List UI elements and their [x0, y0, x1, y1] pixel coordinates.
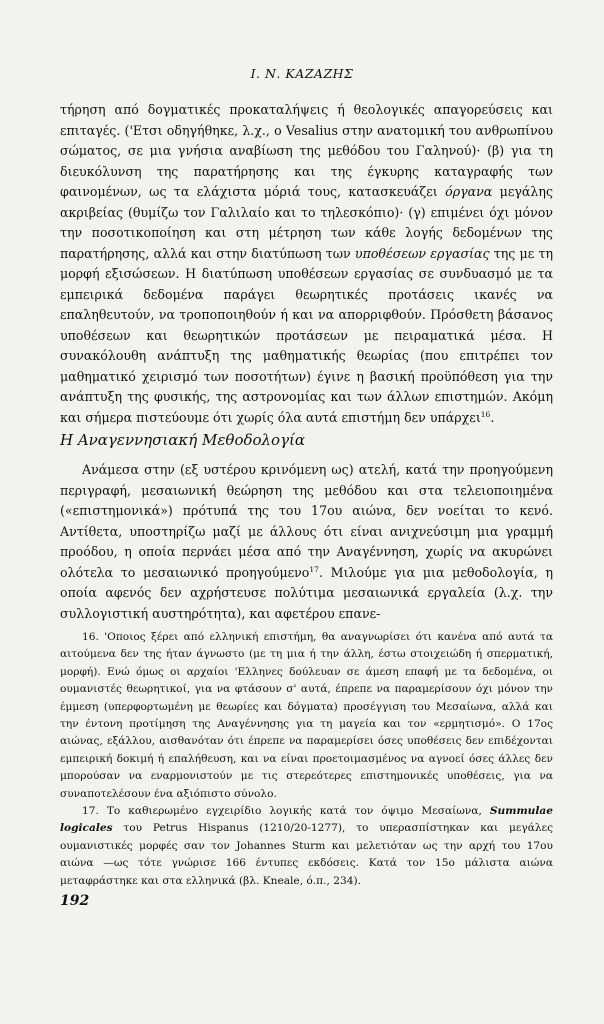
footnote-16: 16. 'Οποιος ξέρει από ελληνική επιστήμη, θα αναγνωρίσει ότι κανένα από αυτά τα αιτούμενα δεν της ήταν άγνωστο (με τη μια ή την άλλη, έστω στοιχειώδη ή σπερματική, μορφή). Ενώ όμως οι αρχαίοι 'Ελληνες δούλευαν σε άμεση επαφή με τα δεδομένα, οι ουμανιστές θεωρητικοί, για να φτάσουν σ' αυτά, έπρεπε να παραμερίσουν όχι μόνον την έμμεση (υπερφορτωμένη με θεωρίες και δόγματα) προσέγγιση του Μεσαίωνα, αλλά και την έντονη προτίμηση της Αναγέννησης για τη μαγεία και τον «ερμητισμό». Ο 17ος αιώνας, εξάλλου, αισθανόταν ότι έπρεπε να παραμερίσει όσες υποθέσεις δεν επιδέχονται εμπειρική δοκιμή ή επαλήθευση, και να είναι προετοιμασμένος να αγνοεί όσες άλλες δεν μπορούσαν να εναρμονιστούν με τις στερεότερες επιστημονικές υποθέσεις, για να συναποτελέσουν ένα αξιόπιστο σύνολο.	[60, 631, 553, 800]
footnotes	[60, 629, 553, 890]
section-heading: Η Αναγεννησιακή Μεθοδολογία	[60, 431, 306, 449]
emphasis-organa: όργανα	[445, 184, 493, 199]
text-run: .	[490, 409, 495, 425]
text-run: τήρηση από δογματικές προκαταλήψεις ή θεολογικές απαγορεύσεις και επιταγές. ('Ετσι οδηγήθηκε, λ.χ., ο Vesalius στην ανατομική του ανθρωπίνου σώματος, σε μια γνήσια αναβίωση της μεθόδου του Γαληνού)· (β) για τη διευκόλυνση της παρατήρησης και της έγκυρης καταγραφής των φαινομένων, ως τα ελάχιστα μόριά τους, κατασκευάζει	[60, 102, 553, 199]
text-run: 17. Το καθιερωμένο εγχειρίδιο λογικής κατά τον όψιμο Μεσαίωνα,	[82, 805, 490, 818]
text-run: μεγάλης ακριβείας (θυμίζω τον Γαλιλαίο και το τηλεσκόπιο)· (γ) επιμένει όχι μόνον την ποσοτικοποίηση και στη μέτρηση των κάθε λογής δεδομένων της παρατήρησης, αλλά και στην διατύπωση των	[60, 184, 554, 261]
emphasis-hypotheses: υποθέσεων εργασίας	[354, 245, 490, 261]
footnote-ref-17[interactable]: 17	[309, 564, 319, 574]
body-paragraph	[60, 100, 553, 428]
text-run: Ανάμεσα στην (εξ υστέρου κρινόμενη ως) ατελή, κατά την προηγούμενη περιγραφή, μεσαιωνική θεώρηση της μεθόδου και στα τελειοποιημένα («επιστημονικά») πρότυπά της του 17ου αιώνα, δεν νοείται το κενό. Αντίθετα, υποστηρίζω μαζί με άλλους ότι είναι ανιχνεύσιμη μια γραμμή προόδου, η οποία περνάει μέσα από την Αναγέννηση, χωρίς να ακυρώνει ολότελα το μεσαιωνικό προηγούμενο	[60, 462, 553, 580]
page-number: 192	[60, 893, 90, 909]
book-title: Summulae logicales	[60, 805, 553, 835]
text-run: του Petrus Hispanus (1210/20-1277), το υπερασπίστηκαν και μεγάλες ουμανιστικές μορφές σαν τον Johannes Sturm και μελετιόταν ως την αρχή του 17ου αιώνα —ως τότε γνώρισε 166 έντυπες εκδόσεις. Κατά τον 15ο μάλιστα αιώνα μεταφράστηκε και στα ελληνικά (βλ. Kneale, ό.π., 234).	[60, 822, 553, 887]
text-run: της με τη μορφή εξισώσεων. Η διατύπωση υποθέσεων εργασίας σε συνδυασμό με τα εμπειρικά δεδομένα παράγει θεωρητικές προτάσεις ικανές να επαληθευτούν, να τροποποιηθούν ή και να απορριφθούν. Πρόσθετη βάσανος υποθέσεων και θεωρητικών προτάσεων με πειραματικά μέσα. Η συνακόλουθη ανάπτυξη της μαθηματικής θεωρίας (που επιτρέπει τον μαθηματικό χειρισμό των ποσοτήτων) έγινε η βασική προϋπόθεση για την ανάπτυξη της φυσικής, της αστρονομίας και των άλλων επιστημών. Ακόμη και σήμερα πιστεύουμε ότι χωρίς όλα αυτά επιστήμη δεν υπάρχει	[60, 245, 553, 425]
text-run: . Μιλούμε για μια μεθοδολογία, η οποία αφενός δεν αχρήστευσε πολύτιμα μεσαιωνικά εργαλεία (λ.χ. την συλλογιστική αυστηρότητα), και αφετέρου επανε-	[60, 564, 553, 621]
section-paragraph	[60, 460, 553, 624]
running-head: Ι. Ν. ΚΑΖΑΖΗΣ	[250, 66, 354, 81]
footnote-ref-16[interactable]: 16	[480, 409, 491, 419]
footnote-17	[60, 803, 553, 890]
